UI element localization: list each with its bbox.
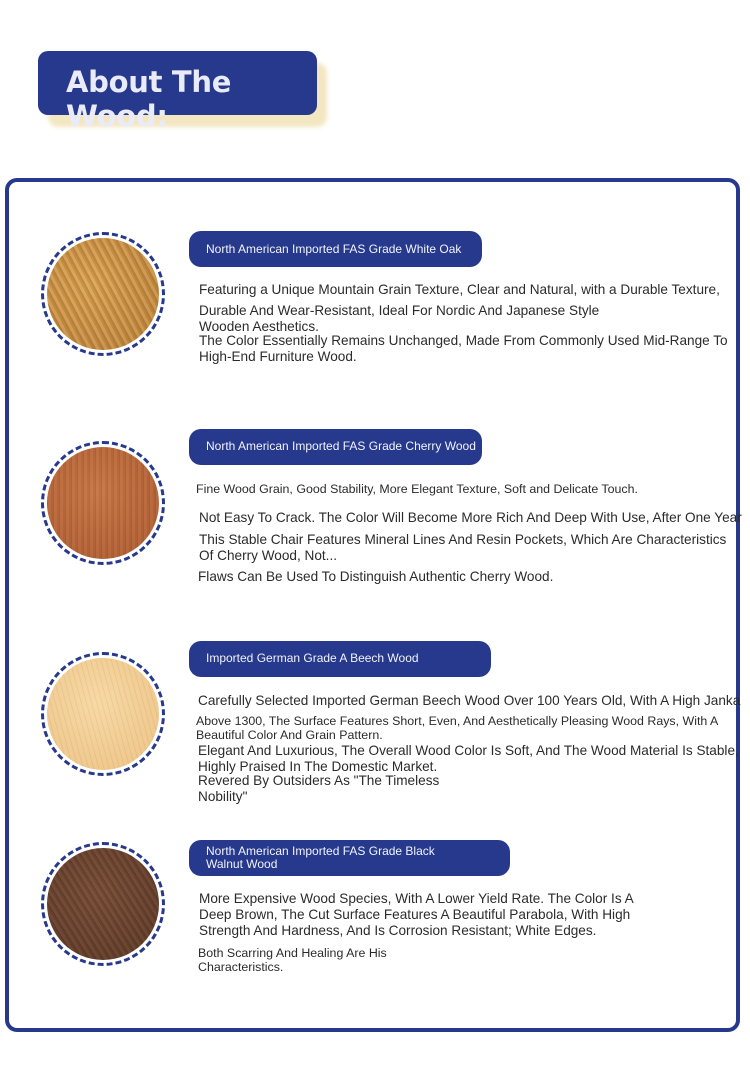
wood-description-line: Fine Wood Grain, Good Stability, More Elegant Texture, Soft and Delicate Touch. — [196, 482, 638, 496]
wood-description-line: The Color Essentially Remains Unchanged, Made From Commonly Used Mid-Range To High-End Furniture Wood. — [199, 333, 728, 364]
wood-description-line: Elegant And Luxurious, The Overall Wood Color Is Soft, And The Wood Material Is Stable, Highly Praised In The Domestic Market. — [198, 743, 739, 774]
walnut-swatch — [41, 842, 165, 966]
wood-description-line: This Stable Chair Features Mineral Lines And Resin Pockets, Which Are Characteristics Of Cherry Wood, Not... — [199, 532, 727, 563]
cherry-swatch — [41, 441, 165, 565]
wood-label-text: Walnut Wood — [206, 857, 278, 871]
wood-description-line: Flaws Can Be Used To Distinguish Authentic Cherry Wood. — [198, 569, 554, 584]
cherry-texture — [47, 447, 159, 559]
white-oak-texture — [47, 238, 159, 350]
wood-label-white-oak — [189, 231, 482, 267]
title-box — [38, 51, 317, 133]
wood-description-line: More Expensive Wood Species, With A Lower Yield Rate. The Color Is A Deep Brown, The Cut Surface Features A Beautiful Parabola, With High Strength And Hardness, And Is Corrosion Resistant; White Edges. — [199, 891, 633, 938]
walnut-texture — [47, 848, 159, 960]
beech-swatch — [41, 652, 165, 776]
wood-description-line: Above 1300, The Surface Features Short, Even, And Aesthetically Pleasing Wood Rays, With A Beautiful Color And Grain Pattern. — [196, 714, 718, 742]
wood-description-line: Durable And Wear-Resistant, Ideal For Nordic And Japanese Style Wooden Aesthetics. — [199, 303, 600, 334]
wood-description-line: Carefully Selected Imported German Beech Wood Over 100 Years Old, With A High Janka — [198, 693, 741, 708]
beech-texture — [47, 658, 159, 770]
wood-description-line: Featuring a Unique Mountain Grain Texture, Clear and Natural, with a Durable Texture, — [199, 282, 720, 297]
wood-label-text: Imported German Grade A Beech Wood — [206, 651, 419, 665]
wood-label-beech — [189, 641, 491, 677]
wood-description-line: Revered By Outsiders As "The Timeless Nobility" — [198, 773, 440, 804]
wood-label-text: North American Imported FAS Grade Black — [206, 844, 435, 858]
wood-label-walnut — [189, 840, 510, 876]
page-title: About The Wood: — [66, 65, 232, 133]
section-title-badge — [38, 51, 317, 133]
wood-label-text: North American Imported FAS Grade Cherry Wood — [206, 439, 476, 453]
wood-description-line: Not Easy To Crack. The Color Will Become More Rich And Deep With Use, After One Year — [199, 510, 742, 525]
wood-label-text: North American Imported FAS Grade White Oak — [206, 242, 462, 256]
wood-label-cherry — [189, 429, 482, 465]
white-oak-swatch — [41, 232, 165, 356]
wood-description-line: Both Scarring And Healing Are His Characteristics. — [198, 946, 387, 974]
